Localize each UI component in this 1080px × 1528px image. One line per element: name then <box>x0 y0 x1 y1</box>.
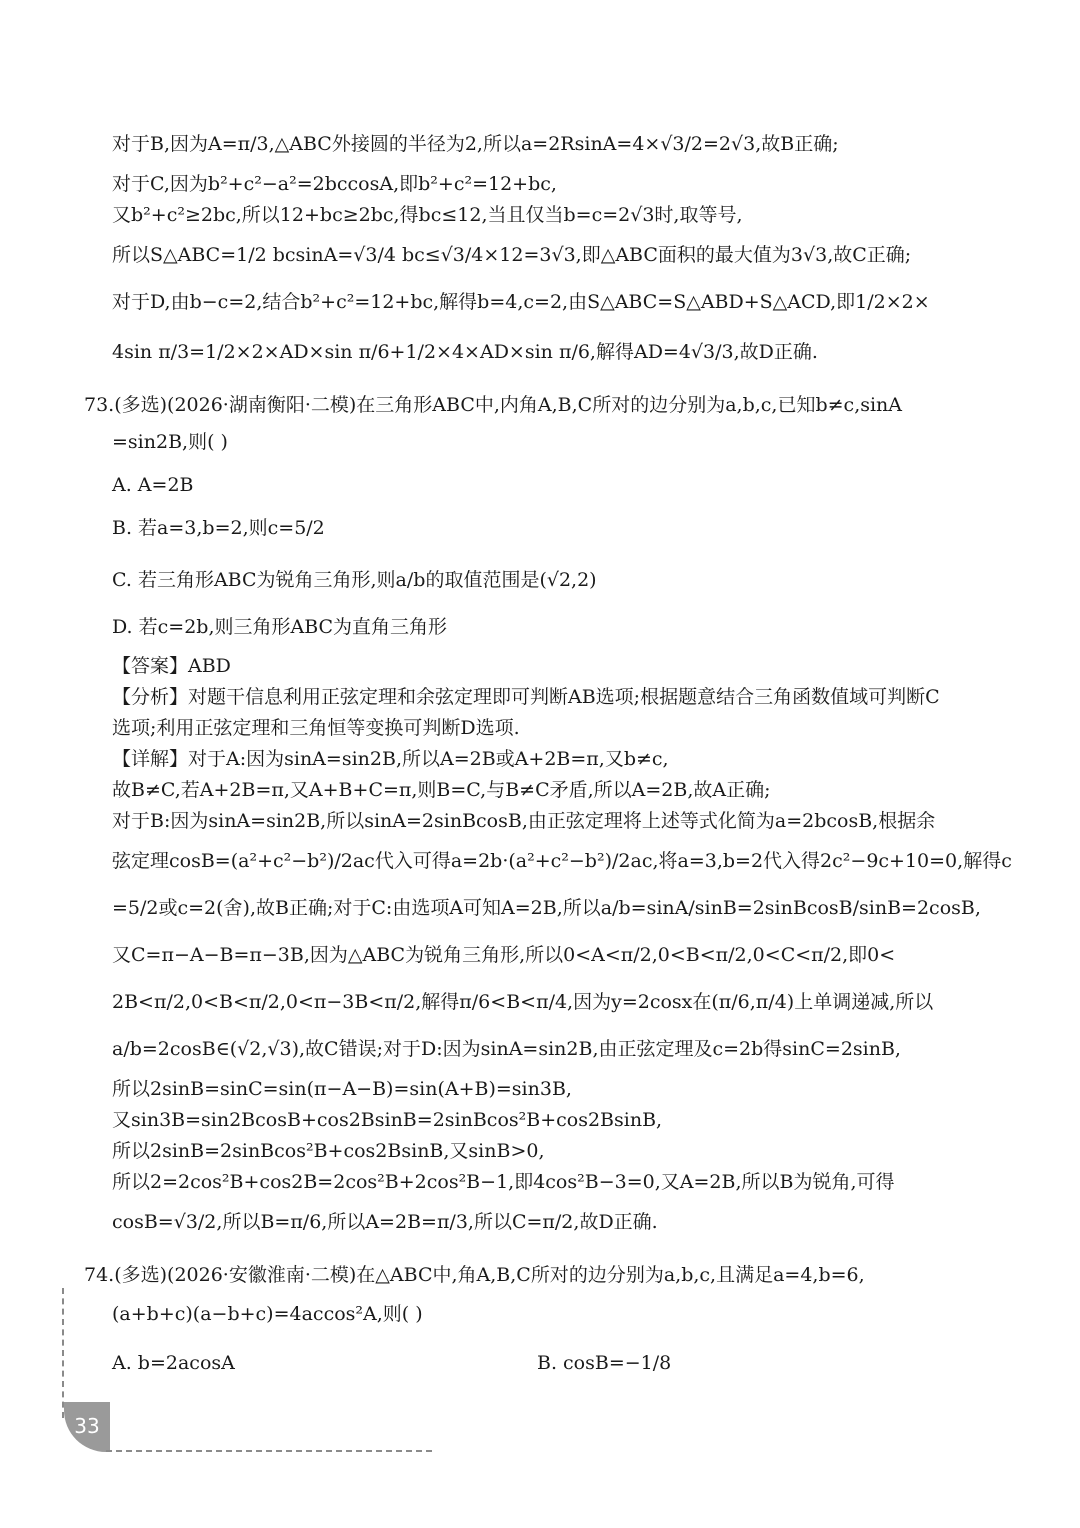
solution-line: 4sin π/3=1/2×2×AD×sin π/6+1/2×4×AD×sin π/6,解得AD=4√3/3,故D正确. <box>112 341 818 363</box>
analysis-line: 选项;利用正弦定理和三角恒等变换可判断D选项. <box>112 717 520 739</box>
option-d: D. 若c=2b,则三角形ABC为直角三角形 <box>112 616 448 638</box>
explanation-line: 又sin3B=sin2BcosB+cos2BsinB=2sinBcos²B+cos2BsinB, <box>112 1109 663 1131</box>
dashed-border-left <box>62 1288 64 1418</box>
explanation-line: 所以2=2cos²B+cos2B=2cos²B+2cos²B−1,即4cos²B−3=0,又A=2B,所以B为锐角,可得 <box>112 1171 895 1193</box>
solution-line: 所以S△ABC=1/2 bcsinA=√3/4 bc≤√3/4×12=3√3,即△ABC面积的最大值为3√3,故C正确; <box>112 244 912 266</box>
explanation-line: 又C=π−A−B=π−3B,因为△ABC为锐角三角形,所以0<A<π/2,0<B<π/2,0<C<π/2,即0< <box>112 944 896 966</box>
question-74-stem-cont: (a+b+c)(a−b+c)=4accos²A,则( ) <box>112 1303 423 1325</box>
page-number-tab <box>64 1402 110 1452</box>
explanation-line: cosB=√3/2,所以B=π/6,所以A=2B=π/3,所以C=π/2,故D正确. <box>112 1211 658 1233</box>
explanation-line: =5/2或c=2(舍),故B正确;对于C:由选项A可知A=2B,所以a/b=sinA/sinB=2sinBcosB/sinB=2cosB, <box>112 897 981 919</box>
explanation-line: 弦定理cosB=(a²+c²−b²)/2ac代入可得a=2b·(a²+c²−b²)/2ac,将a=3,b=2代入得2c²−9c+10=0,解得c <box>112 850 1012 872</box>
explanation-line: a/b=2cosB∈(√2,√3),故C错误;对于D:因为sinA=sin2B,由正弦定理及c=2b得sinC=2sinB, <box>112 1038 901 1060</box>
question-73-stem: 73.(多选)(2026·湖南衡阳·二模)在三角形ABC中,内角A,B,C所对的边分别为a,b,c,已知b≠c,sinA <box>84 394 903 416</box>
option-c: C. 若三角形ABC为锐角三角形,则a/b的取值范围是(√2,2) <box>112 569 597 591</box>
option-a: A. b=2acosA <box>112 1352 235 1374</box>
option-b: B. 若a=3,b=2,则c=5/2 <box>112 517 325 539</box>
question-74-stem: 74.(多选)(2026·安徽淮南·二模)在△ABC中,角A,B,C所对的边分别为a,b,c,且满足a=4,b=6, <box>84 1264 865 1286</box>
explanation-line: 对于B:因为sinA=sin2B,所以sinA=2sinBcosB,由正弦定理将上述等式化简为a=2bcosB,根据余 <box>112 810 936 832</box>
question-73-stem-cont: =sin2B,则( ) <box>112 431 228 453</box>
option-b: B. cosB=−1/8 <box>537 1352 672 1374</box>
solution-line-b: 对于B,因为A=π/3,△ABC外接圆的半径为2,所以a=2RsinA=4×√3/2=2√3,故B正确; <box>112 133 839 155</box>
explanation-line: 故B≠C,若A+2B=π,又A+B+C=π,则B=C,与B≠C矛盾,所以A=2B,故A正确; <box>112 779 771 801</box>
solution-line: 又b²+c²≥2bc,所以12+bc≥2bc,得bc≤12,当且仅当b=c=2√3时,取等号, <box>112 204 743 226</box>
explanation-line: 所以2sinB=2sinBcos²B+cos2BsinB,又sinB>0, <box>112 1140 545 1162</box>
explanation-line: 【详解】对于A:因为sinA=sin2B,所以A=2B或A+2B=π,又b≠c, <box>112 748 669 770</box>
page-number: 33 <box>74 1414 100 1438</box>
analysis-line: 【分析】对题干信息利用正弦定理和余弦定理即可判断AB选项;根据题意结合三角函数值域可判断C <box>112 686 940 708</box>
explanation-line: 所以2sinB=sinC=sin(π−A−B)=sin(A+B)=sin3B, <box>112 1078 572 1100</box>
solution-line-d: 对于D,由b−c=2,结合b²+c²=12+bc,解得b=4,c=2,由S△ABC=S△ABD+S△ACD,即1/2×2× <box>112 291 930 313</box>
option-a: A. A=2B <box>112 474 194 496</box>
answer-line: 【答案】ABD <box>112 655 231 677</box>
dashed-border-bottom <box>106 1450 432 1452</box>
explanation-line: 2B<π/2,0<B<π/2,0<π−3B<π/2,解得π/6<B<π/4,因为y=2cosx在(π/6,π/4)上单调递减,所以 <box>112 991 934 1013</box>
solution-line-c: 对于C,因为b²+c²−a²=2bccosA,即b²+c²=12+bc, <box>112 173 557 195</box>
